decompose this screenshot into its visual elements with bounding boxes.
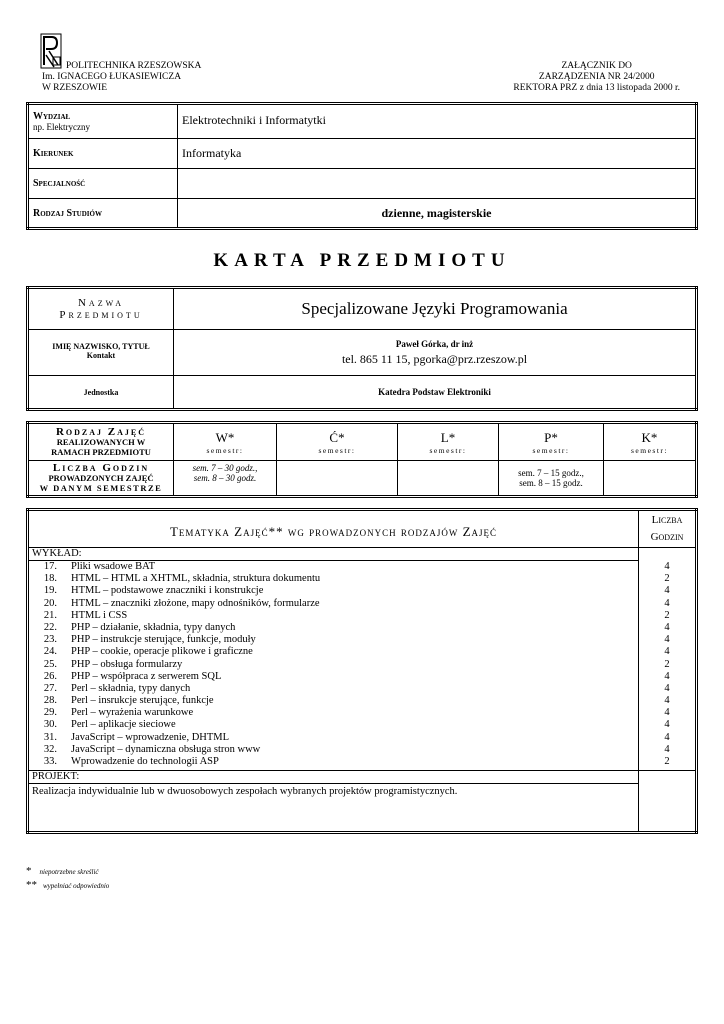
faculty-table xyxy=(26,102,698,230)
list-item xyxy=(29,598,638,610)
lecturer-label: IMIĘ NAZWISKO, TYTUŁ xyxy=(52,342,150,351)
type-k-code: K* xyxy=(641,429,658,445)
study-type-label: Rodzaj Studiów xyxy=(28,199,178,229)
footnote-1-mark: * xyxy=(26,865,32,877)
list-item xyxy=(29,719,638,731)
lecture-topic-list xyxy=(29,561,638,770)
header-right xyxy=(513,61,680,94)
type-w xyxy=(174,423,277,461)
lecturer-name: Paweł Górka, dr inż xyxy=(395,338,474,349)
topic-text: JavaScript – dynamiczna obsługa stron www xyxy=(71,743,261,755)
type-l-semester: semestr: xyxy=(429,445,467,455)
study-type-value: dzienne, magisterskie xyxy=(178,199,697,229)
subject-table xyxy=(26,286,698,411)
hours-label-1: Liczba Godzin xyxy=(52,462,150,474)
topic-number: 17. xyxy=(43,561,57,572)
hours-l xyxy=(398,461,499,497)
topic-text: Perl – aplikacje sieciowe xyxy=(71,719,176,731)
topics-table xyxy=(26,508,698,834)
field-label: Kierunek xyxy=(28,139,178,169)
topic-hours: 2 xyxy=(664,756,670,767)
topic-number: 29. xyxy=(43,707,57,719)
unit-value: Katedra Podstaw Elektroniki xyxy=(174,376,697,410)
topic-hours: 4 xyxy=(664,634,670,646)
list-item xyxy=(29,585,638,597)
header-left xyxy=(42,61,201,94)
type-k-semester: semestr: xyxy=(631,445,668,455)
footnote-2 xyxy=(26,878,109,892)
list-item xyxy=(29,622,638,634)
lecture-hours-list xyxy=(639,561,695,770)
topic-text: Perl – insrukcje sterujące, funkcje xyxy=(71,695,214,707)
header-city: W RZESZOWIE xyxy=(42,83,107,93)
subject-name-label-2: Przedmiotu xyxy=(59,309,143,321)
topic-text: PHP – obsługa formularzy xyxy=(71,658,183,670)
class-type-label-1: Rodzaj Zajęć xyxy=(55,426,147,438)
list-item xyxy=(29,695,638,707)
topic-number: 25. xyxy=(43,658,57,670)
list-item xyxy=(29,610,638,622)
topic-number: 30. xyxy=(43,719,57,731)
type-l-code: L* xyxy=(440,429,456,445)
lecturer-contact: tel. 865 11 15, pgorka@prz.rzeszow.pl xyxy=(341,351,528,366)
type-w-semester: semestr: xyxy=(206,445,244,455)
topic-number: 28. xyxy=(43,695,57,707)
type-c-code: Ć* xyxy=(329,429,345,445)
type-k xyxy=(604,423,697,461)
header-university: POLITECHNIKA RZESZOWSKA xyxy=(66,61,202,71)
subject-name-label-1: Nazwa xyxy=(77,297,125,309)
topic-text: PHP – działanie, składnia, typy danych xyxy=(71,621,236,633)
topic-hours: 2 xyxy=(664,609,670,621)
list-item xyxy=(29,683,638,695)
hours-c xyxy=(277,461,398,497)
topic-hours: 4 xyxy=(664,561,670,572)
topic-text: HTML – podstawowe znaczniki i konstrukcje xyxy=(71,585,264,597)
hours-p-2: sem. 8 – 15 godz. xyxy=(519,478,583,488)
topic-hours: 4 xyxy=(664,731,670,743)
topic-hours: 4 xyxy=(664,707,670,719)
topic-text: Pliki wsadowe BAT xyxy=(71,561,155,572)
specialization-label: Specjalność xyxy=(28,169,178,199)
list-item xyxy=(29,707,638,719)
topic-number: 24. xyxy=(43,646,57,658)
topic-text: HTML – HTML a XHTML, składnia, struktura dokumentu xyxy=(71,573,321,585)
topic-text: Wprowadzenie do technologii ASP xyxy=(71,756,219,767)
hours-label-2: PROWADZONYCH ZAJĘĆ xyxy=(48,473,154,483)
topic-number: 21. xyxy=(43,609,57,621)
faculty-value: Elektrotechniki i Informatytki xyxy=(178,104,697,139)
hours-w-2: sem. 8 – 30 godz. xyxy=(193,473,257,483)
type-p-semester: semestr: xyxy=(532,445,570,455)
topic-number: 26. xyxy=(43,670,57,682)
header-annex: ZAŁĄCZNIK DO xyxy=(561,61,632,71)
header-order: ZARZĄDZENIA NR 24/2000 xyxy=(538,72,655,82)
list-item xyxy=(29,573,638,585)
list-item xyxy=(29,732,638,744)
topic-text: Perl – składnia, typy danych xyxy=(71,682,191,694)
topic-number: 22. xyxy=(43,621,57,633)
topic-hours: 4 xyxy=(664,670,670,682)
topic-hours: 2 xyxy=(664,658,670,670)
topic-text: HTML – znaczniki złożone, mapy odnośników, formularze xyxy=(71,597,320,609)
topic-hours: 4 xyxy=(664,646,670,658)
faculty-label: Wydział xyxy=(33,111,71,122)
class-type-label-3: RAMACH PRZEDMIOTU xyxy=(51,447,151,457)
project-label: PROJEKT: xyxy=(29,771,638,784)
type-w-code: W* xyxy=(215,429,235,445)
class-types-table xyxy=(26,421,698,498)
hours-k xyxy=(604,461,697,497)
topic-number: 20. xyxy=(43,597,57,609)
footnotes xyxy=(26,864,109,892)
topic-text: PHP – współpraca z serwerem SQL xyxy=(71,670,222,682)
specialization-value xyxy=(178,169,697,199)
type-c xyxy=(277,423,398,461)
list-item xyxy=(29,634,638,646)
topic-hours: 2 xyxy=(664,573,670,585)
field-value: Informatyka xyxy=(178,139,697,169)
topic-hours: 4 xyxy=(664,585,670,597)
topic-hours: 4 xyxy=(664,719,670,731)
subject-name-value: Specjalizowane Języki Programowania xyxy=(174,288,697,330)
lecture-hours-column xyxy=(639,548,697,771)
type-p xyxy=(499,423,604,461)
hours-w-1: sem. 7 – 30 godz., xyxy=(192,463,258,473)
class-type-label-2: REALIZOWANYCH W xyxy=(56,437,146,447)
contact-label: Kontakt xyxy=(86,351,116,360)
hours-label-3: W DANYM SEMESTRZE xyxy=(39,483,163,493)
topic-number: 33. xyxy=(43,756,57,767)
hours-w xyxy=(174,461,277,497)
hours-p-1: sem. 7 – 15 godz., xyxy=(518,468,584,478)
list-item xyxy=(29,744,638,756)
faculty-example: np. Elektryczny xyxy=(33,122,90,132)
project-description: Realizacja indywidualnie lub w dwuosobowych zespołach wybranych projektów programistycznych. xyxy=(32,786,458,798)
unit-label: Jednostka xyxy=(28,376,174,410)
page-title: KARTA PRZEDMIOTU xyxy=(213,250,511,271)
topic-hours: 4 xyxy=(664,743,670,755)
topics-heading: Tematyka Zajęć** wg prowadzonych rodzajów Zajęć xyxy=(28,510,639,548)
topic-text: PHP – instrukcje sterujące, funkcje, moduły xyxy=(71,634,256,646)
topic-text: Perl – wyrażenia warunkowe xyxy=(71,707,194,719)
footnote-1-text: niepotrzebne skreślić xyxy=(39,868,99,876)
type-p-code: P* xyxy=(544,429,558,445)
hours-heading-1: Liczba xyxy=(651,514,683,526)
list-item xyxy=(29,646,638,658)
list-item xyxy=(29,561,638,573)
topic-text: HTML i CSS xyxy=(71,609,128,621)
topic-hours: 4 xyxy=(664,682,670,694)
topic-text: JavaScript – wprowadzenie, DHTML xyxy=(71,731,230,743)
project-section xyxy=(28,771,639,833)
list-item xyxy=(29,671,638,683)
topic-number: 32. xyxy=(43,743,57,755)
topic-hours: 4 xyxy=(664,597,670,609)
lecture-section xyxy=(28,548,639,771)
topic-text: PHP – cookie, operacje plikowe i graficzne xyxy=(71,646,253,658)
topic-number: 18. xyxy=(43,573,57,585)
list-item xyxy=(29,659,638,671)
type-c-semester: semestr: xyxy=(318,445,356,455)
header-patron: Im. IGNACEGO ŁUKASIEWICZA xyxy=(42,72,182,82)
topic-number: 31. xyxy=(43,731,57,743)
topic-number: 19. xyxy=(43,585,57,597)
lecture-label: WYKŁAD: xyxy=(29,548,638,561)
topic-number: 27. xyxy=(43,682,57,694)
topic-number: 23. xyxy=(43,634,57,646)
type-l xyxy=(398,423,499,461)
footnote-2-text: wypełniać odpowiednio xyxy=(43,882,110,890)
footnote-2-mark: ** xyxy=(26,879,37,891)
list-item xyxy=(29,756,638,768)
hours-p xyxy=(499,461,604,497)
topic-hours: 4 xyxy=(664,695,670,707)
topic-hours: 4 xyxy=(664,621,670,633)
hours-heading-2: Godzin xyxy=(650,531,684,543)
header-rector: REKTORA PRZ z dnia 13 listopada 2000 r. xyxy=(513,83,680,93)
project-hours xyxy=(639,771,697,833)
